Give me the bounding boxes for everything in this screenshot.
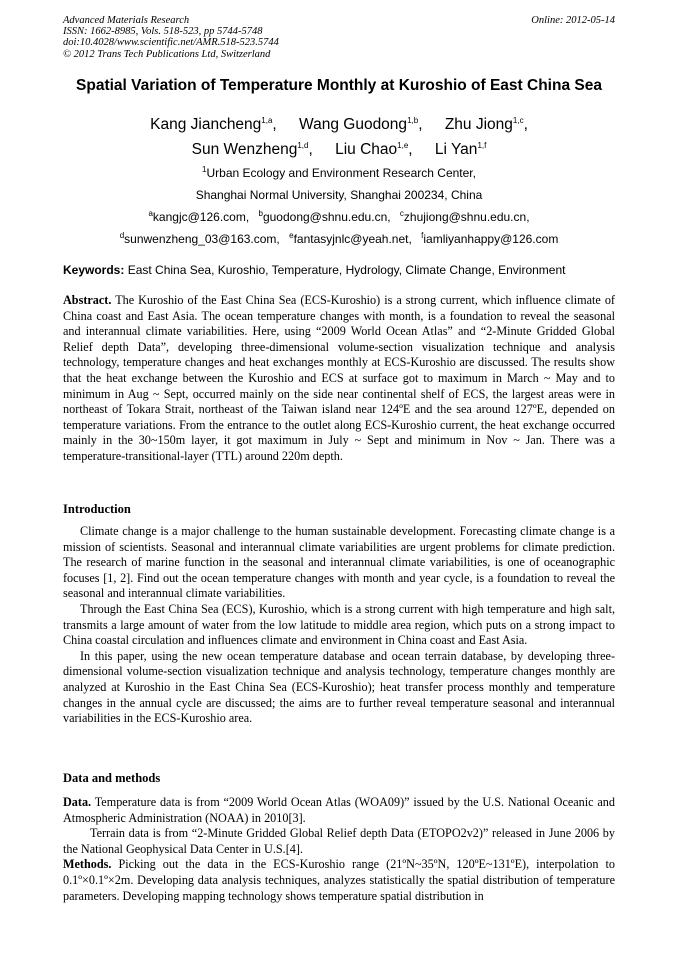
- keywords: [63, 263, 615, 277]
- affiliation-line-2: Shanghai Normal University, Shanghai 200234, China: [195, 188, 483, 202]
- affiliation-line-1: Urban Ecology and Environment Research Center,: [206, 166, 476, 180]
- email-address[interactable]: $^f$iamliyanhappy@126.com: [421, 231, 559, 246]
- author-list: [40, 112, 638, 162]
- keywords-text: East China Sea, Kuroshio, Temperature, Hydrology, Climate Change, Environment: [127, 263, 566, 277]
- journal-issn: ISSN: 1662-8985, Vols. 518-523, pp 5744-5748: [63, 26, 263, 38]
- author-line-1: [40, 112, 638, 137]
- paper-title: Spatial Variation of Temperature Monthly at Kuroshio of East China Sea: [76, 77, 602, 94]
- intro-paragraph-2: Through the East China Sea (ECS), Kuroshio, which is a strong current with high temperature and high salt, transmits a large amount of water from the low latitude to middle area region, which puts on a strong impact to China coastal circulation and influences climate and environment in China coast and East Asia.: [63, 601, 615, 648]
- terrain-paragraph: Terrain data is from “2-Minute Gridded Global Relief depth Data (ETOPO2v2)” released in June 2006 by the National Geophysical Data Center in U.S.[4].: [63, 826, 615, 856]
- author: Kang Jiancheng$^{1,a}$,: [150, 115, 277, 133]
- abstract: [63, 293, 615, 465]
- author: Zhu Jiong$^{1,c}$,: [444, 115, 528, 133]
- email-address[interactable]: $^e$fantasyjnlc@yeah.net,: [289, 231, 412, 246]
- affiliation-mark: 1: [202, 165, 207, 174]
- author: Liu Chao$^{1,e}$,: [335, 140, 413, 158]
- journal-header: [63, 15, 615, 60]
- author: Sun Wenzheng$^{1,d}$,: [191, 140, 313, 158]
- journal-doi: doi:10.4028/www.scientific.net/AMR.518-523.5744: [63, 37, 279, 49]
- data-paragraph: Data. Temperature data is from “2009 World Ocean Atlas (WOA09)” issued by the U.S. National Oceanic and Atmospheric Administration (NOAA) in 2010[3].: [63, 795, 615, 825]
- affiliation: [40, 162, 638, 206]
- introduction-body: [63, 524, 615, 727]
- section-heading-introduction: Introduction: [63, 502, 131, 516]
- email-address[interactable]: $^d$sunwenzheng_03@163.com,: [119, 231, 280, 246]
- email-list: [40, 206, 638, 250]
- email-address[interactable]: $^a$kangjc@126.com,: [148, 209, 250, 224]
- journal-name: Advanced Materials Research: [63, 15, 190, 26]
- email-line-1: [40, 206, 638, 228]
- methods-paragraph: Methods. Picking out the data in the ECS-Kuroshio range (21ºN~35ºN, 120ºE~131ºE), interpolation to 0.1º×0.1º×2m. Developing data analysis techniques, analyzes statistically the spatial distribution of temperature parameters. Developing mapping technology shows temperature spatial distribution in: [63, 857, 615, 903]
- methods-label: Methods.: [63, 857, 112, 872]
- author: Li Yan$^{1,f}$: [434, 140, 487, 158]
- journal-copyright: © 2012 Trans Tech Publications Ltd, Switzerland: [63, 48, 271, 60]
- online-date: Online: 2012-05-14: [531, 15, 615, 26]
- keywords-label: Keywords:: [63, 263, 125, 277]
- data-methods-body: [63, 795, 615, 904]
- data-label: Data.: [63, 795, 92, 809]
- abstract-text: The Kuroshio of the East China Sea (ECS-Kuroshio) is a strong current, which influence climate of China coast and East Asia. The ocean temperature changes with month, is a foundation to reveal the seasonal and interannual climate variabilities. Here, using “2009 World Ocean Atlas” and “2-Minute Gridded Global Relief depth Data”, developing three-dimensional volume-section visualization technique and analysis technology, temperature changes and heat exchanges monthly at ECS-Kuroshio are discussed. The results show that the heat exchange between the Kuroshio and ECS at surface got to maximum in March ~ May and to minimum in Aug ~ Sept, occurred mainly on the side near continental shelf of ECS, the largest areas were in northeast of Tokara Strait, northeast of the Taiwan island near 124ºE and the sea around 127ºE, depended on temperature variations. From the entrance to the outlet along ECS-Kuroshio current, the heat exchange occurred mainly in the 30~150m layer, it got maximum in July ~ Sept and minimum in Nov ~ Jan. There was a temperature-transitional-layer (TTL) around 220m depth.: [63, 293, 615, 463]
- author-line-2: [40, 137, 638, 162]
- email-address[interactable]: $^b$guodong@shnu.edu.cn,: [258, 209, 391, 224]
- email-address[interactable]: $^c$zhujiong@shnu.edu.cn,: [399, 209, 530, 224]
- intro-paragraph-1: Climate change is a major challenge to the human sustainable development. Forecasting climate change is a mission of scientists. Seasonal and interannual climate variabilities are urgent problems for climate prediction. The research of marine function in the seasonal and interannual climate variabilities, is one of oceanographic focuses [1, 2]. Find out the ocean temperature changes with month and year cycle, is a foundation to reveal the seasonal and interannual climate variabilities.: [63, 524, 615, 601]
- intro-paragraph-3: In this paper, using the new ocean temperature database and ocean terrain database, by developing three-dimensional volume-section visualization technique and analysis technology, temperature changes monthly are analyzed at Kuroshio in the East China Sea (ECS-Kuroshio); heat transfer process monthly and temperature changes in the annual cycle are discussed; the aims are to further reveal temperature seasonal and interannual variabilities in the ECS-Kuroshio area.: [63, 648, 615, 726]
- abstract-label: Abstract.: [63, 293, 112, 307]
- section-heading-data-methods: Data and methods: [63, 771, 161, 785]
- author: Wang Guodong$^{1,b}$,: [299, 115, 423, 133]
- email-line-2: [40, 228, 638, 250]
